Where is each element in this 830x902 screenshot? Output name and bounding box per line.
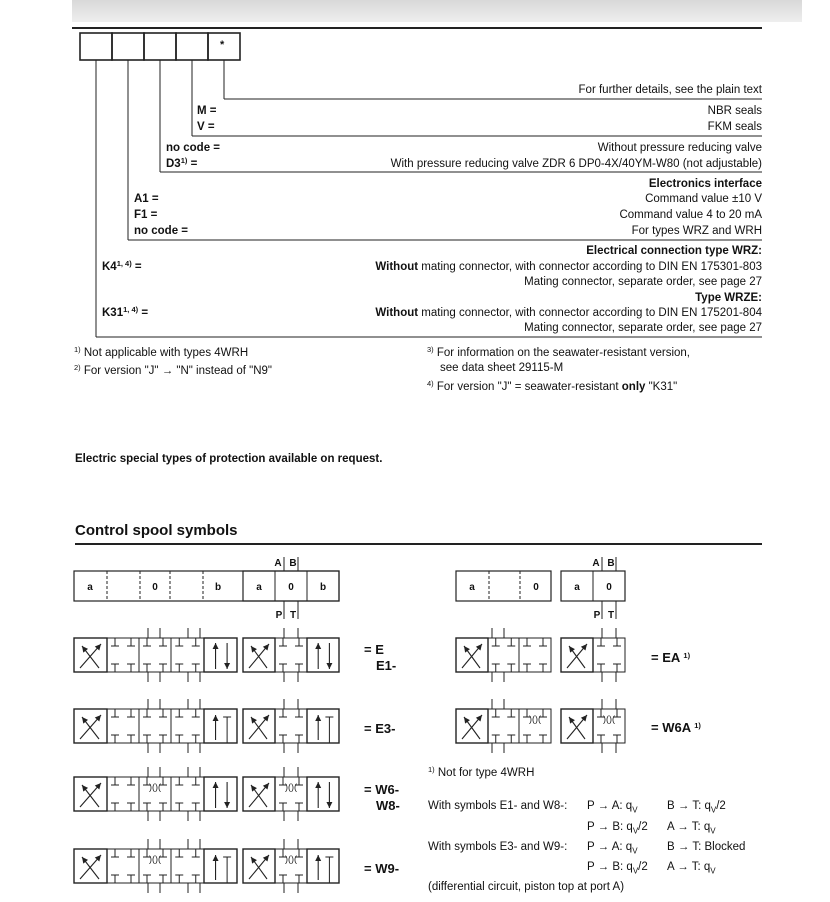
order-code-star: *	[220, 39, 225, 51]
port-label-b: B	[607, 558, 615, 569]
spool-cell-cross	[561, 638, 593, 672]
orifice-symbol: )()(	[149, 854, 161, 864]
spool-cell-center	[171, 638, 204, 672]
arrow-head	[82, 785, 88, 792]
arrow-head	[224, 802, 230, 808]
note-row1-a: P → A: $q_V$	[587, 800, 638, 815]
arrow-head	[326, 663, 332, 669]
desc-without-reducing: Without pressure reducing valve	[597, 142, 762, 154]
spool-cell-cross	[561, 709, 593, 743]
spool-cell-center	[519, 638, 551, 672]
desc-k4-mating: Mating connector, separate order, see page 27	[524, 276, 762, 288]
spool-cell-cross	[243, 777, 275, 811]
orifice-symbol: )()(	[529, 714, 541, 724]
key-f1: F1 =	[134, 209, 158, 221]
spool-cell-cross	[74, 638, 107, 672]
spool-cell-center	[139, 709, 171, 743]
note-row4-b: A → T: $q_V$	[667, 861, 716, 876]
spool-cell-cross	[74, 777, 107, 811]
label-w6a: = W6A $^{1)}$	[651, 720, 701, 735]
spool-cell-center	[275, 638, 307, 672]
key-no-code-2: no code =	[134, 225, 188, 237]
spool-cell-center	[171, 849, 204, 883]
protection-note: Electric special types of protection available on request.	[75, 453, 383, 465]
spool-cell-cross	[243, 638, 275, 672]
spool-cell-cross	[243, 709, 275, 743]
arrow-head	[251, 717, 257, 724]
port-label-a: A	[274, 558, 282, 569]
desc-with-reducing: With pressure reducing valve ZDR 6 DP0-4X/40YM-W80 (not adjustable)	[390, 158, 762, 170]
note-row1-label: With symbols E1- and W8-:	[428, 800, 568, 812]
arrow-head	[464, 717, 470, 724]
pos-label-a: a	[574, 582, 580, 593]
port-label-t: T	[289, 610, 297, 621]
port-label-b: B	[289, 558, 297, 569]
spool-cell-center	[488, 709, 519, 743]
label-w6: = W6-	[364, 782, 400, 797]
desc-fkm: FKM seals	[707, 121, 762, 133]
label-w9: = W9-	[364, 861, 400, 876]
arrow-head	[251, 646, 257, 653]
pos-label-0: 0	[533, 582, 539, 593]
pos-label-a: a	[256, 582, 262, 593]
port-label-t: T	[607, 610, 615, 621]
orifice-symbol: )()(	[149, 782, 161, 792]
pos-label-b: b	[319, 582, 327, 593]
footnote-2: $^{2)}$ For version "J" → "N" instead of "N9"	[74, 363, 272, 377]
spool-cell-blocked	[204, 849, 237, 883]
footnote-3: $^{3)}$ For information on the seawater-resistant version,	[427, 345, 690, 359]
footnote-4: $^{4)}$ For version "J" = seawater-resistant only "K31"	[427, 379, 678, 393]
arrow-head	[569, 717, 575, 724]
label-w8: W8-	[376, 798, 400, 813]
spool-cell-parallel	[307, 777, 339, 811]
key-no-code-1: no code =	[166, 142, 220, 154]
label-e3: = E3-	[364, 721, 396, 736]
spool-cell-center	[171, 777, 204, 811]
heading-type-wrze: Type WRZE:	[695, 292, 762, 304]
arrow-head	[251, 785, 257, 792]
spool-cell-center	[107, 709, 139, 743]
label-e: = E	[364, 642, 384, 657]
orifice-symbol: )()(	[285, 782, 297, 792]
label-ea: = EA $^{1)}$	[651, 650, 691, 665]
desc-k31: Without mating connector, with connector according to DIN EN 175201-804	[375, 307, 762, 319]
spool-cell-center	[593, 638, 625, 672]
pos-label-a: a	[87, 582, 93, 593]
note-row4-a: P → B: $q_V/2$	[587, 861, 648, 876]
pos-label-0: 0	[606, 582, 612, 593]
label-e1: E1-	[376, 658, 397, 673]
note-not-4wrh: $^{1)}$ Not for type 4WRH	[428, 765, 535, 779]
note-row2-b: A → T: $q_V$	[667, 821, 716, 836]
arrow-head	[213, 855, 219, 861]
arrow-head	[213, 782, 219, 788]
note-row3-b: B → T: Blocked	[667, 841, 746, 853]
arrow-head	[326, 802, 332, 808]
note-row3-label: With symbols E3- and W9-:	[428, 841, 568, 853]
spool-cell-cross	[74, 709, 107, 743]
arrow-head	[224, 663, 230, 669]
desc-nbr: NBR seals	[707, 105, 762, 117]
spool-cell-blocked	[307, 709, 339, 743]
port-label-a: A	[592, 558, 600, 569]
spool-cell-parallel	[204, 777, 237, 811]
spool-cell-cross	[456, 638, 488, 672]
spool-cell-center	[139, 638, 171, 672]
key-k31: $K31^{1, 4)}$ =	[102, 305, 149, 319]
arrow-head	[82, 717, 88, 724]
section-title: Control spool symbols	[75, 522, 238, 539]
port-label-p: P	[593, 610, 601, 621]
arrow-head	[315, 643, 321, 649]
key-m: M =	[197, 105, 217, 117]
arrow-head	[464, 646, 470, 653]
spool-cell-cross	[456, 709, 488, 743]
desc-a1: Command value ±10 V	[645, 193, 762, 205]
pos-label-0: 0	[288, 582, 294, 593]
arrow-head	[315, 715, 321, 721]
note-row3-a: P → A: $q_V$	[587, 841, 638, 856]
spool-cell-center	[107, 849, 139, 883]
arrow-head	[213, 715, 219, 721]
arrow-head	[315, 855, 321, 861]
arrow-head	[82, 646, 88, 653]
footnote-3-cont: see data sheet 29115-M	[440, 362, 564, 374]
pos-label-b: b	[214, 582, 222, 593]
entry-further-details: For further details, see the plain text	[578, 84, 762, 96]
spool-cell-cross	[74, 849, 107, 883]
pos-label-a: a	[469, 582, 475, 593]
note-row1-b: B → T: $q_V/2$	[667, 800, 726, 815]
desc-k31-mating: Mating connector, separate order, see page 27	[524, 322, 762, 334]
key-k4: $K4^{1, 4)}$ =	[102, 259, 142, 273]
pos-label-0: 0	[152, 582, 158, 593]
heading-electronics: Electronics interface	[648, 178, 762, 190]
arrow-head	[82, 857, 88, 864]
spool-cell-center	[275, 709, 307, 743]
key-a1: A1 =	[134, 193, 159, 205]
desc-f1: Command value 4 to 20 mA	[619, 209, 762, 221]
spool-cell-blocked	[307, 849, 339, 883]
port-label-p: P	[275, 610, 283, 621]
spool-cell-center	[107, 777, 139, 811]
spool-cell-center	[171, 709, 204, 743]
note-row5: (differential circuit, piston top at port A)	[428, 881, 625, 893]
note-row2-a: P → B: $q_V/2$	[587, 821, 648, 836]
heading-connection-wrz: Electrical connection type WRZ:	[586, 245, 762, 257]
arrow-head	[569, 646, 575, 653]
desc-k4: Without mating connector, with connector according to DIN EN 175301-803	[375, 261, 762, 273]
arrow-head	[213, 643, 219, 649]
spool-cell-center	[107, 638, 139, 672]
spool-cell-cross	[243, 849, 275, 883]
spool-cell-parallel	[204, 638, 237, 672]
orifice-symbol: )()(	[285, 854, 297, 864]
spool-cell-parallel	[307, 638, 339, 672]
arrow-head	[315, 782, 321, 788]
desc-wrz-wrh: For types WRZ and WRH	[631, 225, 762, 237]
footnote-1: $^{1)}$ Not applicable with types 4WRH	[74, 345, 249, 359]
spool-position-frame	[74, 571, 339, 601]
orifice-symbol: )()(	[603, 714, 615, 724]
key-d3: $D3^{1)}$ =	[166, 156, 198, 170]
spool-cell-blocked	[204, 709, 237, 743]
spool-cell-center	[488, 638, 519, 672]
arrow-head	[251, 857, 257, 864]
key-v: V =	[197, 121, 215, 133]
